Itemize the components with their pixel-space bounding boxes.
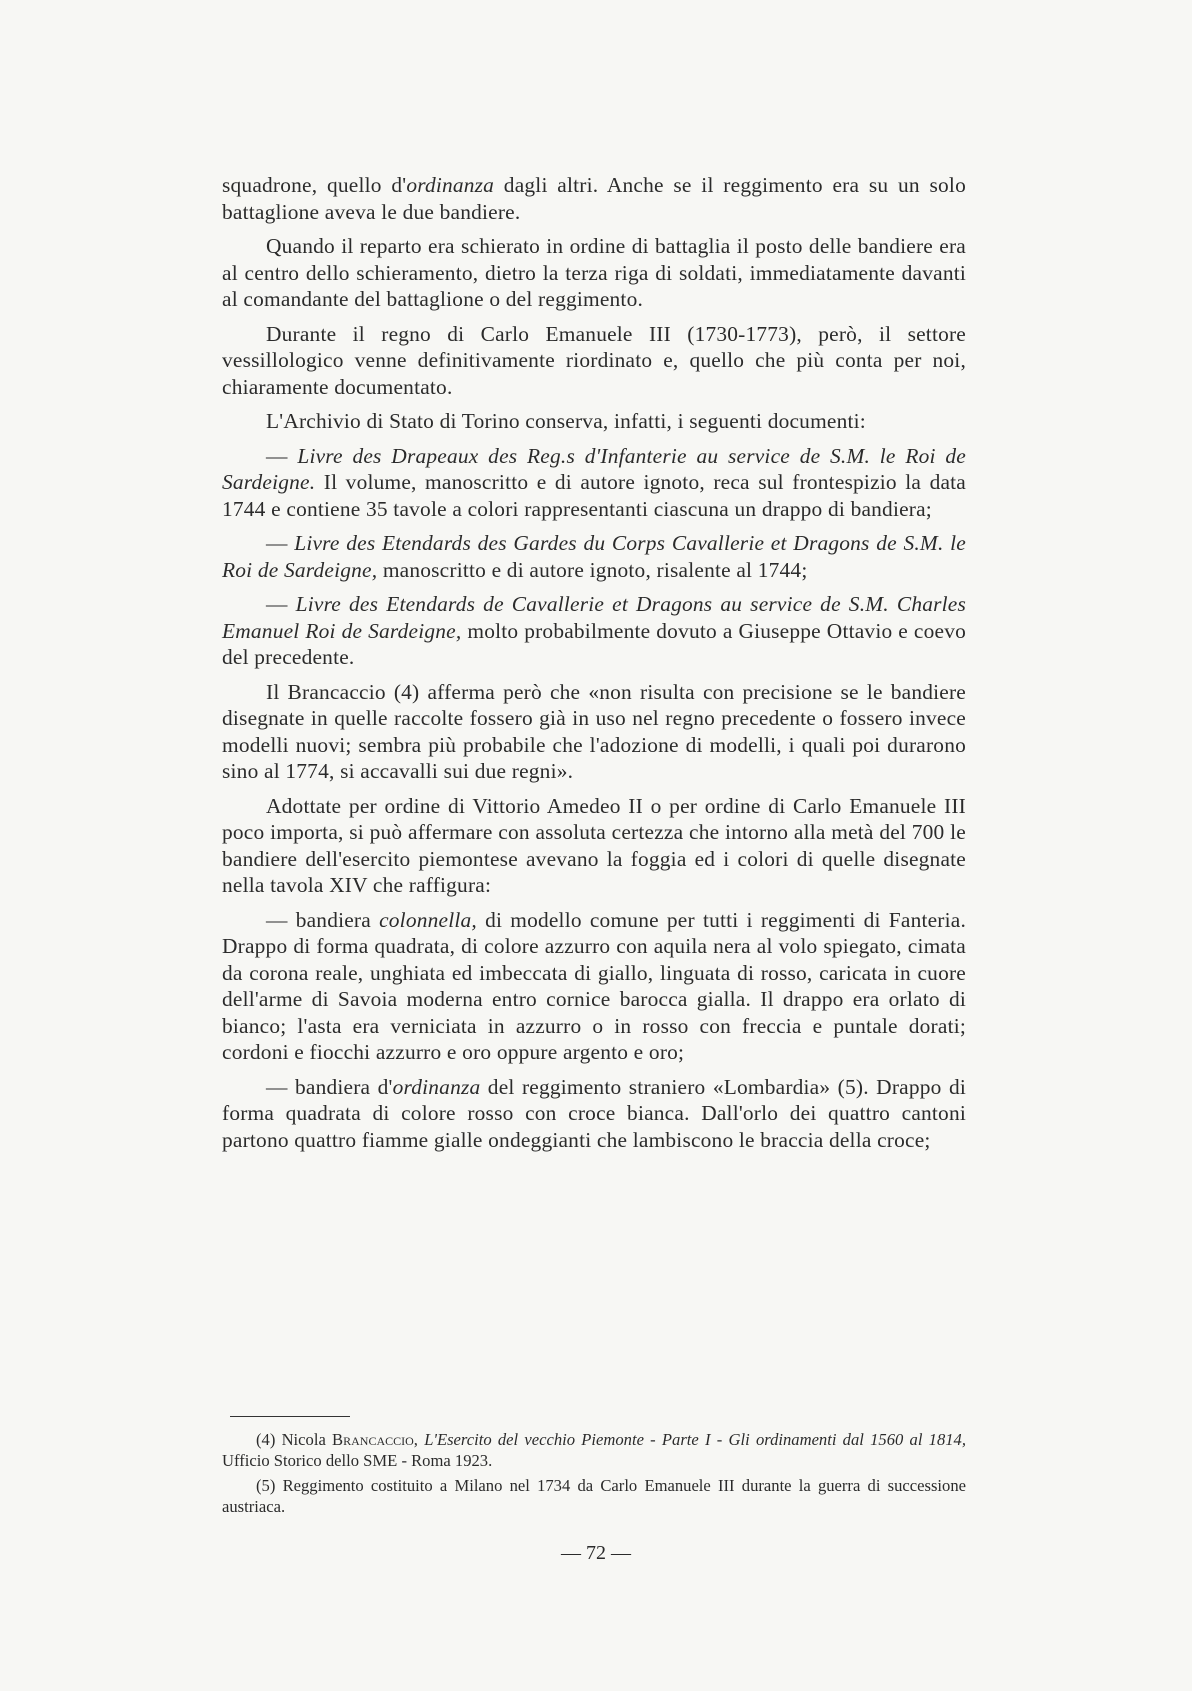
text-run: Adottate per ordine di Vittorio Amedeo II o per ordine di Carlo Emanuele III poco importa, si può affermare con assoluta certezza che intorno alla metà del 700 le bandiere dell'esercito piemontese avevano la foggia ed i colori di quelle disegnate nella tavola XIV che raffigura:: [222, 793, 966, 897]
paragraph: [222, 233, 966, 313]
paragraph: [222, 172, 966, 225]
italic-text: L'Esercito del vecchio Piemonte - Parte I - Gli ordinamenti dal 1560 al 1814,: [424, 1430, 966, 1449]
author-name: Brancaccio,: [332, 1430, 418, 1449]
text-run: dagli altri. Anche se il reggimento era su un solo battaglione aveva le due bandiere.: [222, 173, 966, 224]
text-run: Quando il reparto era schierato in ordine di battaglia il posto delle bandiere era al centro dello schieramento, dietro la terza riga di soldati, immediatamente davanti al comandante del battaglione o del reggimento.: [222, 234, 966, 311]
body-text: [222, 172, 966, 1161]
text-run: di modello comune per tutti i reggimenti di Fanteria. Drappo di forma quadrata, di colore azzurro con aquila nera al volo spiegato, cimata da corona reale, unghiata ed imbeccata di giallo, linguata di rosso, caricata in cuore dell'arme di Savoia moderna entro cornice barocca gialla. Il drappo era orlato di bianco; l'asta era verniciata in azzurro o in rosso con freccia e puntale dorati; cordoni e fiocchi azzurro e oro oppure argento e oro;: [222, 907, 967, 1064]
paragraph: [222, 321, 966, 401]
footnote: [222, 1476, 966, 1517]
paragraph: [222, 1074, 966, 1154]
paragraph: [222, 793, 966, 899]
text-run: molto probabilmente dovuto a Giuseppe Ottavio e coevo del precedente.: [222, 618, 966, 669]
footnote-separator: [230, 1416, 350, 1417]
paragraph: [222, 907, 966, 1066]
text-run: manoscritto e di autore ignoto, risalente al 1744;: [377, 557, 808, 582]
italic-text: Livre des Etendards des Gardes du Corps Cavallerie et Dragons de S.M. le Roi de Sardeigne,: [222, 531, 966, 582]
paragraph: [222, 591, 966, 671]
text-run: Il Brancaccio (4) afferma però che «non risulta con precisione se le bandiere disegnate in quelle raccolte fossero già in uso nel regno precedente o fossero invece modelli nuovi; sembra più probabile che l'adozione di modelli, i quali poi durarono sino al 1774, si accavalli sui due regni».: [222, 679, 966, 783]
italic-text: ordinanza: [392, 1074, 481, 1099]
paragraph: [222, 443, 966, 523]
text-run: (4) Nicola: [256, 1430, 333, 1449]
text-run: —: [266, 592, 296, 616]
text-run: Ufficio Storico dello SME - Roma 1923.: [222, 1450, 493, 1470]
text-run: Il volume, manoscritto e di autore ignoto, reca sul frontespizio la data 1744 e contiene 35 tavole a colori rappresentanti ciascuna un drappo di bandiera;: [222, 470, 966, 521]
text-run: Durante il regno di Carlo Emanuele III (1730-1773), però, il settore vessillologico venne definitivamente riordinato e, quello che più conta per noi, chiaramente documentato.: [222, 321, 966, 399]
footnotes: [222, 1430, 966, 1522]
paragraph: [222, 530, 966, 583]
footnote: [222, 1430, 966, 1471]
text-run: squadrone, quello d': [222, 173, 407, 197]
page-number: — 72 —: [561, 1542, 631, 1564]
italic-text: Livre des Etendards de Cavallerie et Dragons au service de S.M. Charles Emanuel Roi de Sardeigne,: [222, 592, 967, 643]
paragraph: [222, 408, 966, 435]
paragraph: [222, 679, 966, 785]
italic-text: colonnella,: [379, 907, 477, 932]
text-run: L'Archivio di Stato di Torino conserva, infatti, i seguenti documenti:: [266, 409, 866, 433]
italic-text: Livre des Drapeaux des Reg.s d'Infanterie au service de S.M. le Roi de Sardeigne.: [222, 443, 967, 494]
text-run: —: [266, 531, 295, 555]
italic-text: ordinanza: [406, 173, 495, 197]
text-run: —: [266, 443, 298, 468]
text-run: — bandiera d': [266, 1074, 393, 1099]
text-run: (5) Reggimento costituito a Milano nel 1734 da Carlo Emanuele III durante la guerra di successione austriaca.: [222, 1476, 966, 1516]
text-run: — bandiera: [266, 907, 380, 932]
text-run: del reggimento straniero «Lombardia» (5). Drappo di forma quadrata di colore rosso con croce bianca. Dall'orlo dei quattro cantoni partono quattro fiamme gialle ondeggianti che lambiscono le braccia della croce;: [222, 1074, 966, 1152]
